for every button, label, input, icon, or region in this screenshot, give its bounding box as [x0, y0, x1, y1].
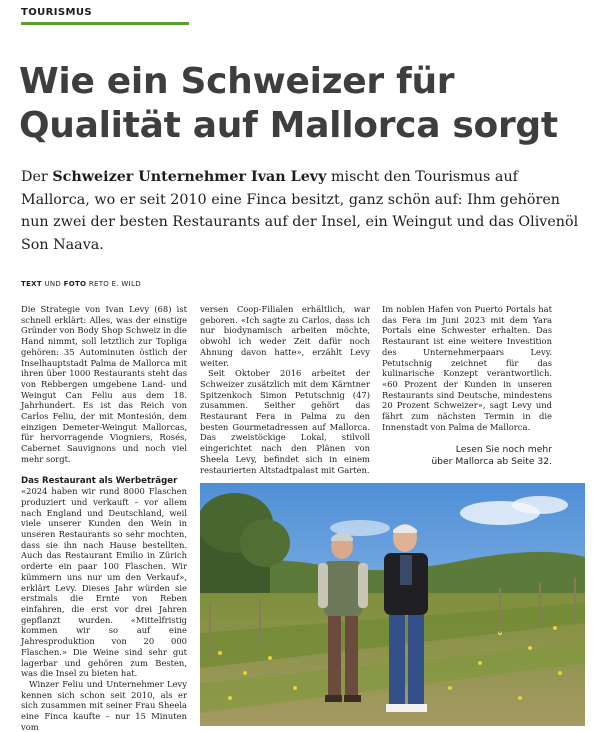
- lead-prefix: Der: [21, 169, 48, 185]
- column-1-paragraph-1: Die Strategie von Ivan Levy (68) ist schnell erklärt: Alles, was der einstige Gründer von Body Shop Schweiz in die Hand nimmt, soll letztlich zur Topliga gehören: 35 Autominuten östlich der Inselhauptstadt Palma de Mallorca mit ihren über 1000 Restaurants steht das von Rebbergen umgebene Land- und Weingut Can Feliu aus dem 18. Jahrhundert. Es ist das Reich von Carlos Feliu, der mit Montesión, dem einzigen Demeter-Weingut Mallorcas, für hervorragende Viogniers, Rosés, Cabernet Sauvignons und noch viel mehr sorgt.: [21, 304, 187, 464]
- teaser-line-2: über Mallorca ab Seite 32.: [431, 456, 552, 467]
- column-3-paragraph-1: Im noblen Hafen von Puerto Portals hat das Fera im Juni 2023 mit dem Yara Portals eine Schwester erhalten. Das Restaurant ist eine weitere Investition des Unternehmerpaars Levy. Petutschnig zeichnet für das kulinarische Konzept verantwortlich. «60 Prozent der Kunden in unseren Restaurants sind Deutsche, mindestens 20 Prozent Schweizer», sagt Levy und fährt zum nächsten Termin in die Innenstadt von Palma de Mallorca.: [382, 304, 552, 432]
- column-2-paragraph-1: versen Coop-Filialen erhältlich, war geboren. «Ich sagte zu Carlos, dass ich nur biodynamisch arbeiten möchte, obwohl ich weder Zeit dafür noch Ahnung davon hatte», erzählt Levy weiter.: [200, 304, 370, 368]
- byline-and: UND: [41, 280, 64, 288]
- byline-text-label: TEXT: [21, 280, 42, 288]
- lead-rest: mischt den Tourismus auf Mallorca, wo er seit 2010 eine Finca besitzt, ganz schön auf: Ihm gehören nun zwei der besten Restaurants auf der Insel, ein Weingut und das Olivenöl Son Naava.: [21, 169, 579, 253]
- subheading-werbetraeger: Das Restaurant als Werbeträger: [21, 475, 178, 486]
- lead-bold-name: Schweizer Unternehmer Ivan Levy: [52, 169, 327, 185]
- vineyard-photo: [200, 483, 585, 726]
- section-rule: [21, 22, 189, 25]
- section-label: TOURISMUS: [21, 7, 92, 18]
- article-column-2: [200, 304, 370, 475]
- column-1-paragraph-3: Winzer Feliu und Unternehmer Levy kennen sich schon seit 2010, als er sich zusammen mit seiner Frau Sheela eine Finca kaufte – nur 15 Minuten vom: [21, 678, 187, 732]
- teaser-box: [400, 444, 552, 468]
- byline-author: RETO E. WILD: [86, 280, 141, 288]
- byline: [21, 280, 141, 288]
- article-column-3: [382, 304, 552, 432]
- headline: [19, 60, 589, 148]
- lead-paragraph: [21, 166, 591, 256]
- byline-foto-label: FOTO: [63, 280, 87, 288]
- column-1-paragraph-2: «2024 haben wir rund 8000 Flaschen produziert und verkauft – vor allem nach England und Deutschland, weil viele unserer Kunden den Wein in unseren Restaurants so sehr mochten, dass sie ihn nach Hause bestellten. Auch das Restaurant Emilio in Zürich orderte ein paar 100 Flaschen. Wir kümmern uns nur um den Verkauf», erklärt Levy. Dieses Jahr würden sie erstmals die Ernte von Reben einfahren, die erst vor drei Jahren gepflanzt wurden. «Mittelfristig kommen wir so auf eine Jahresproduktion von 20 000 Flaschen.» Die Weine sind sehr gut lagerbar und gehören zum Besten, was die Insel zu bieten hat.: [21, 486, 187, 679]
- article-column-1: [21, 304, 187, 732]
- column-2-paragraph-2: Seit Oktober 2016 arbeitet der Schweizer zusätzlich mit dem Kärntner Spitzenkoch Simon Petutschnig (47) zusammen. Seither gehört das Restaurant Fera in Palma zu den besten Gourmetadressen auf Mallorca. Das zweistöckige Lokal, stilvoll eingerichtet nach den Plänen von Sheela Levy, befindet sich in einem restaurierten Altstadtpalast mit Garten.: [200, 368, 370, 475]
- headline-line-2: Qualität auf Mallorca sorgt: [19, 105, 558, 146]
- headline-line-1: Wie ein Schweizer für: [19, 61, 455, 102]
- teaser-line-1: Lesen Sie noch mehr: [455, 444, 552, 455]
